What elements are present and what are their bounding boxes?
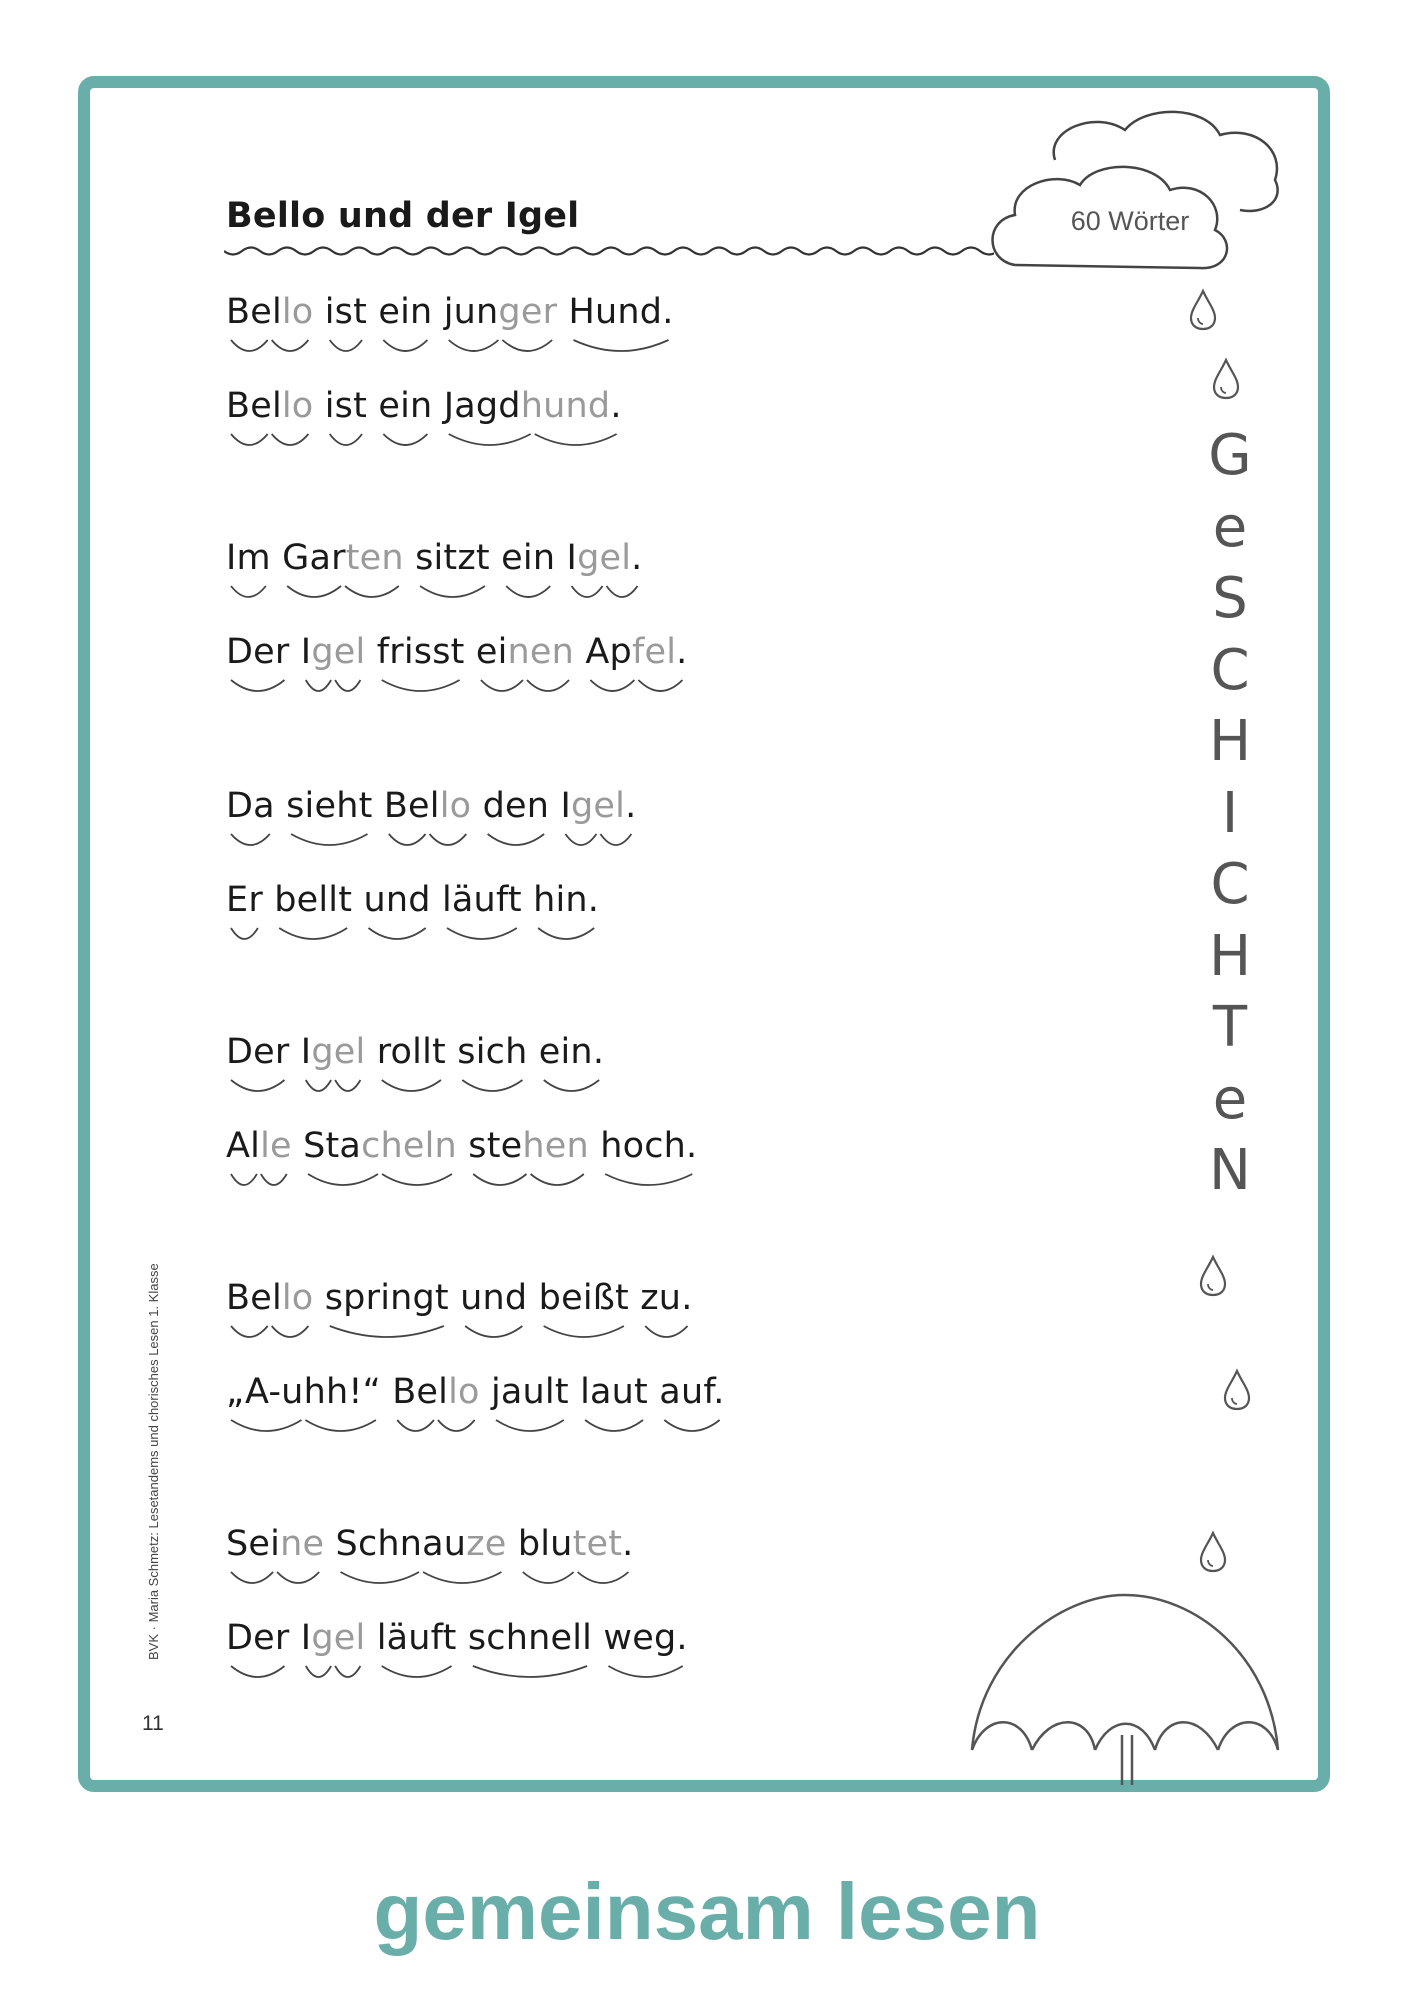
text-segment: Da sieht Bel <box>226 786 440 826</box>
page-number: 11 <box>142 1712 164 1735</box>
text-segment: Im Gar <box>226 538 346 578</box>
text-segment: . <box>676 632 688 672</box>
raindrop-icon <box>1211 357 1241 401</box>
text-segment: läuft schnell weg. <box>365 1618 688 1658</box>
text-segment: ste <box>456 1126 523 1166</box>
syllable-highlight: ne <box>280 1524 325 1564</box>
text-segment: Der I <box>226 1618 312 1658</box>
syllable-highlight: ten <box>345 538 404 578</box>
story-line <box>226 786 636 826</box>
text-segment: ist ein Jagd <box>313 386 521 426</box>
story-line <box>226 632 687 672</box>
text-segment: Sei <box>226 1524 281 1564</box>
footer-heading: gemeinsam lesen <box>373 1867 1041 1956</box>
umbrella-icon <box>960 1585 1290 1785</box>
text-segment: Bel <box>226 292 282 332</box>
syllable-highlight: ze <box>466 1524 507 1564</box>
text-segment: Bel <box>226 386 282 426</box>
syllable-highlight: gel <box>311 632 366 672</box>
text-segment: Der I <box>226 1032 312 1072</box>
vertical-letter: C <box>1210 637 1250 703</box>
text-segment: blu <box>506 1524 573 1564</box>
syllable-highlight: hen <box>522 1126 589 1166</box>
text-segment: Schnau <box>324 1524 467 1564</box>
story-title: Bello und der Igel <box>226 196 580 236</box>
text-segment: springt und beißt zu. <box>313 1278 693 1318</box>
raindrop-icon <box>1198 1254 1228 1298</box>
syllable-highlight: lo <box>439 786 472 826</box>
raindrop-icon <box>1188 288 1218 332</box>
syllable-highlight: fel <box>631 632 677 672</box>
text-segment: . <box>610 386 622 426</box>
vertical-letter: C <box>1210 852 1250 917</box>
syllable-highlight: lo <box>281 1278 314 1318</box>
text-segment: Hund. <box>557 292 674 332</box>
syllable-highlight: lo <box>281 292 314 332</box>
word-count-label: 60 Wörter <box>1070 206 1190 236</box>
syllable-highlight: cheln <box>361 1126 457 1166</box>
story-line <box>226 1126 697 1166</box>
publisher-caption: BVK · Maria Schmetz: Lesetandems und chorisches Lesen 1. Klasse <box>146 1263 161 1660</box>
syllable-highlight: tet <box>572 1524 623 1564</box>
text-segment: . <box>631 538 643 578</box>
vertical-letter: N <box>1209 1138 1251 1203</box>
text-segment: rollt sich ein. <box>365 1032 605 1072</box>
syllable-highlight: nen <box>507 632 575 672</box>
text-segment: jault laut auf. <box>479 1372 725 1412</box>
text-segment: Bel <box>226 1278 282 1318</box>
syllable-highlight: gel <box>311 1032 366 1072</box>
text-segment: den I <box>471 786 571 826</box>
vertical-letter: H <box>1208 923 1252 989</box>
wavy-line <box>224 240 994 262</box>
text-segment: Ap <box>574 632 632 672</box>
syllable-highlight: gel <box>311 1618 366 1658</box>
text-segment: „A-uhh!“ Bel <box>226 1372 449 1412</box>
raindrop-icon <box>1222 1368 1252 1412</box>
story-line <box>226 1372 725 1412</box>
syllable-highlight: le <box>260 1126 292 1166</box>
story-line <box>226 1032 604 1072</box>
text-segment: sitzt ein I <box>403 538 578 578</box>
text-segment: . <box>625 786 637 826</box>
text-segment: Sta <box>291 1126 362 1166</box>
text-segment: frisst ei <box>365 632 508 672</box>
raindrop-icon <box>1198 1530 1228 1574</box>
text-segment: ist ein jun <box>313 292 499 332</box>
story-line <box>226 1278 693 1318</box>
vertical-letter: e <box>1212 1066 1248 1132</box>
vertical-letter: G <box>1208 423 1252 488</box>
story-line <box>226 880 599 920</box>
vertical-letter: T <box>1212 995 1248 1060</box>
syllable-highlight: lo <box>448 1372 480 1412</box>
story-line <box>226 386 622 426</box>
cloud-icon <box>985 100 1295 280</box>
story-line <box>226 538 642 578</box>
text-segment: . <box>622 1524 634 1564</box>
story-line <box>226 292 674 332</box>
syllable-highlight: ger <box>498 292 558 332</box>
text-segment: Al <box>226 1126 261 1166</box>
story-line <box>226 1618 688 1658</box>
vertical-title-geschichten <box>1190 420 1270 1207</box>
syllable-highlight: lo <box>281 386 314 426</box>
syllable-highlight: hund <box>520 386 611 426</box>
text-segment: hoch. <box>588 1126 698 1166</box>
vertical-letter: e <box>1212 494 1248 560</box>
text-segment: Er bellt und läuft hin. <box>226 880 600 920</box>
syllable-highlight: gel <box>577 538 632 578</box>
story-line <box>226 1524 633 1564</box>
vertical-letter: H <box>1208 709 1252 774</box>
syllable-highlight: gel <box>570 786 626 826</box>
text-segment: Der I <box>226 632 312 672</box>
vertical-letter: S <box>1212 566 1248 631</box>
vertical-letter: I <box>1221 780 1239 846</box>
